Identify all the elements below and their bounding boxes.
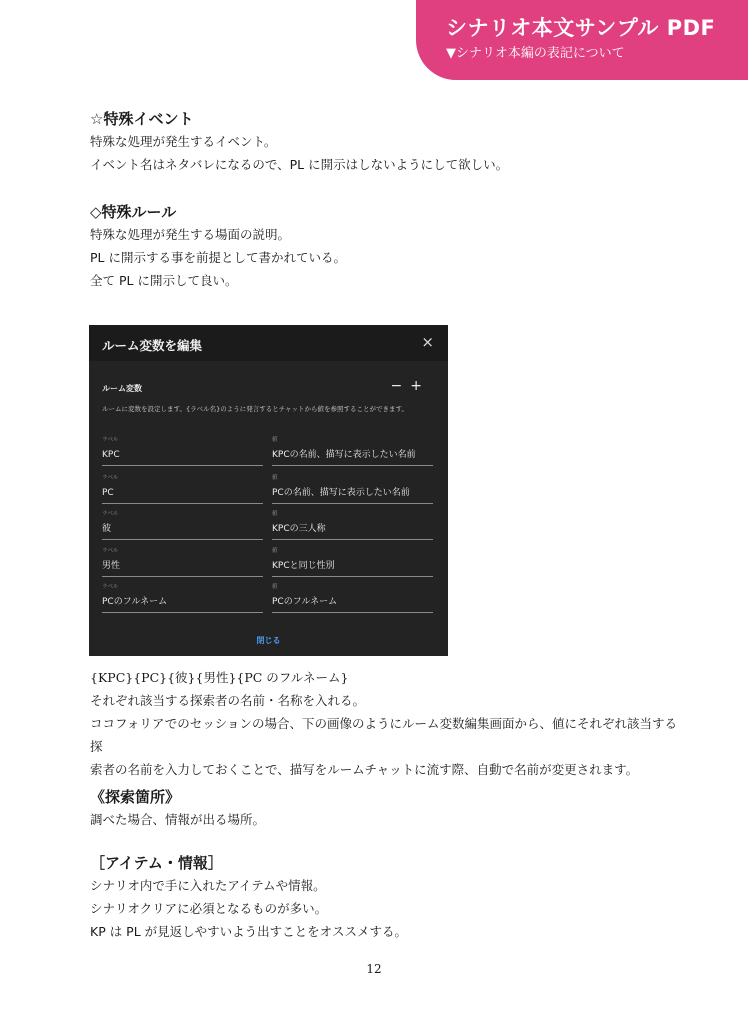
- label-caption: ラベル: [102, 511, 119, 517]
- room-variable-dialog-screenshot: [89, 325, 448, 656]
- add-remove-controls: [391, 378, 430, 394]
- dialog-title: ルーム変数を編集: [102, 338, 203, 353]
- minus-icon: −: [390, 378, 411, 394]
- special-event-line: イベント名はネタバレになるので、PL に開示はしないようにして欲しい。: [90, 157, 509, 172]
- special-rule-heading: ◇特殊ルール: [90, 203, 177, 221]
- value-text: PCのフルネーム: [272, 597, 338, 607]
- label-field: [102, 436, 263, 466]
- label-field: [102, 510, 263, 540]
- special-rule-section: [90, 201, 680, 292]
- label-field: [102, 583, 263, 613]
- header-banner: [416, 0, 748, 80]
- label-caption: ラベル: [102, 475, 119, 481]
- items-heading: ［アイテム・情報］: [90, 854, 223, 872]
- room-variable-label: ルーム変数: [102, 384, 142, 393]
- value-text: KPCの三人称: [272, 524, 326, 534]
- variable-row: [102, 547, 433, 577]
- special-rule-line: PL に開示する事を前提として書かれている。: [90, 250, 346, 265]
- label-caption: ラベル: [102, 548, 119, 554]
- section-subtitle: ▼シナリオ本編の表記について: [446, 46, 625, 61]
- items-section: [90, 852, 680, 943]
- search-spot-section: [90, 786, 680, 831]
- close-icon: ×: [421, 333, 434, 351]
- value-text: KPCの名前、描写に表示したい名前: [272, 450, 416, 460]
- label-field: [102, 547, 263, 577]
- special-event-heading: ☆特殊イベント: [90, 110, 194, 128]
- value-text: PCの名前、描写に表示したい名前: [272, 488, 410, 498]
- value-caption: 値: [272, 548, 278, 554]
- page-number: 12: [366, 962, 382, 976]
- variables-list: {KPC}{PC}{彼}{男性}{PC のフルネーム}: [90, 670, 349, 685]
- search-spot-heading: 《探索箇所》: [90, 788, 181, 806]
- special-rule-line: 全て PL に開示して良い。: [90, 273, 238, 288]
- label-value: PC: [102, 488, 114, 498]
- variable-row: [102, 474, 433, 504]
- items-line: KP は PL が見返しやすいよう出すことをオススメする。: [90, 924, 408, 939]
- label-caption: ラベル: [102, 584, 119, 590]
- variable-row: [102, 583, 433, 613]
- label-value: 男性: [102, 561, 121, 571]
- value-caption: 値: [272, 437, 278, 443]
- value-field: [272, 510, 433, 540]
- label-value: 彼: [102, 524, 112, 534]
- dialog-description: ルームに変数を設定します。{ラベル名}のように発言するとチャットから値を参照することができます。: [102, 405, 409, 413]
- value-caption: 値: [272, 475, 278, 481]
- value-field: [272, 583, 433, 613]
- label-caption: ラベル: [102, 437, 119, 443]
- label-field: [102, 474, 263, 504]
- value-text: KPCと同じ性別: [272, 561, 335, 571]
- special-event-line: 特殊な処理が発生するイベント。: [90, 134, 277, 149]
- value-caption: 値: [272, 511, 278, 517]
- variables-line: それぞれ該当する探索者の名前・名称を入れる。: [90, 693, 366, 708]
- special-event-section: [90, 108, 680, 176]
- plus-icon: +: [410, 378, 430, 394]
- items-line: シナリオ内で手に入れたアイテムや情報。: [90, 878, 326, 893]
- variables-section: [90, 666, 680, 781]
- variable-row: [102, 510, 433, 540]
- variable-row: [102, 436, 433, 466]
- document-title: シナリオ本文サンプル PDF: [446, 16, 716, 40]
- special-rule-line: 特殊な処理が発生する場面の説明。: [90, 227, 291, 242]
- value-field: [272, 547, 433, 577]
- value-field: [272, 436, 433, 466]
- variables-line: 索者の名前を入力しておくことで、描写をルームチャットに流す際、自動で名前が変更されます。: [90, 762, 639, 777]
- label-value: PCのフルネーム: [102, 597, 168, 607]
- value-caption: 値: [272, 584, 278, 590]
- variables-line: ココフォリアでのセッションの場合、下の画像のようにルーム変数編集画面から、値にそれぞれ該当する探: [90, 716, 678, 754]
- search-spot-line: 調べた場合、情報が出る場所。: [90, 812, 266, 827]
- items-line: シナリオクリアに必須となるものが多い。: [90, 901, 328, 916]
- value-field: [272, 474, 433, 504]
- label-value: KPC: [102, 450, 120, 460]
- dialog-close-button: 閉じる: [256, 636, 281, 645]
- dialog-titlebar: [89, 325, 448, 361]
